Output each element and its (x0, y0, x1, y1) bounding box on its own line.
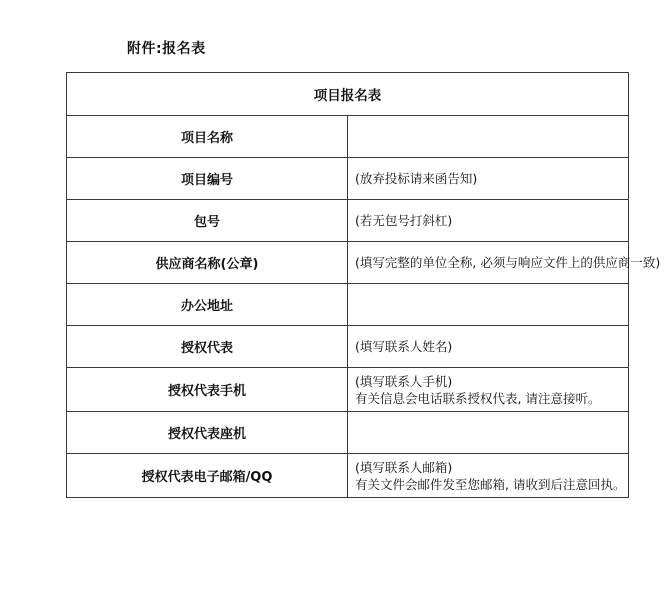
registration-form-table (66, 72, 661, 498)
table-row (67, 326, 629, 368)
rep-email-field[interactable] (348, 454, 629, 498)
authorized-rep-label: 授权代表 (67, 326, 348, 368)
table-row (67, 158, 629, 200)
project-number-hint: (放弃投标请来函告知) (355, 171, 478, 186)
project-name-field[interactable] (348, 116, 629, 158)
supplier-name-label: 供应商名称(公章) (67, 242, 348, 284)
rep-mobile-note: 有关信息会电话联系授权代表, 请注意接听。 (355, 390, 601, 406)
table-row (67, 454, 629, 498)
authorized-rep-hint: (填写联系人姓名) (355, 339, 453, 354)
table-row (67, 242, 629, 284)
rep-email-note: 有关文件会邮件发至您邮箱, 请收到后注意回执。 (355, 476, 626, 492)
rep-mobile-hint: (填写联系人手机) (355, 373, 453, 389)
supplier-name-hint: (填写完整的单位全称, 必须与响应文件上的供应商一致) (355, 255, 661, 270)
attachment-label: 附件:报名表 (127, 41, 206, 57)
table-row (67, 412, 629, 454)
form-title: 项目报名表 (67, 73, 629, 116)
office-address-label: 办公地址 (67, 284, 348, 326)
rep-landline-label: 授权代表座机 (67, 412, 348, 454)
package-number-label: 包号 (67, 200, 348, 242)
package-number-field[interactable] (348, 200, 629, 242)
package-number-hint: (若无包号打斜杠) (355, 213, 453, 228)
table-row (67, 284, 629, 326)
rep-landline-field[interactable] (348, 412, 629, 454)
table-row (67, 200, 629, 242)
table-row (67, 116, 629, 158)
project-number-field[interactable] (348, 158, 629, 200)
table-row (67, 368, 629, 412)
office-address-field[interactable] (348, 284, 629, 326)
rep-mobile-label: 授权代表手机 (67, 368, 348, 412)
rep-email-label: 授权代表电子邮箱/QQ (67, 454, 348, 498)
authorized-rep-field[interactable] (348, 326, 629, 368)
rep-email-hint: (填写联系人邮箱) (355, 459, 453, 475)
form-title-row (67, 73, 629, 116)
supplier-name-field[interactable] (348, 242, 661, 284)
rep-mobile-field[interactable] (348, 368, 629, 412)
project-number-label: 项目编号 (67, 158, 348, 200)
project-name-label: 项目名称 (67, 116, 348, 158)
